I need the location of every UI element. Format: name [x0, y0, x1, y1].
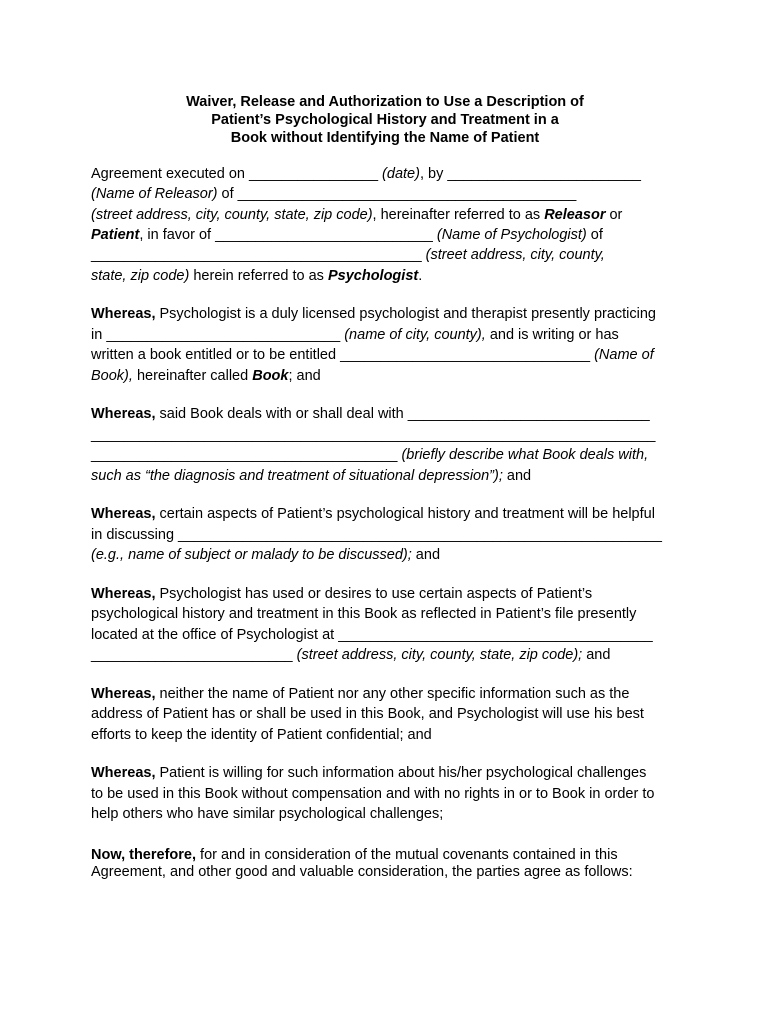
text: (name of city, county), — [340, 327, 486, 343]
whereas-2-line-4 — [91, 468, 531, 485]
text: efforts to keep the identity of Patient confidential; and — [91, 727, 432, 743]
agreement-line-5 — [91, 247, 605, 264]
text: said Book deals with or shall deal with — [155, 406, 408, 422]
text: help others who have similar psychological challenges; — [91, 806, 444, 822]
whereas-6-line-3 — [91, 806, 443, 823]
text: (Name of — [590, 347, 654, 363]
releasor-term: Releasor — [544, 207, 606, 223]
whereas-3-line-2 — [91, 527, 662, 544]
whereas-5-line-3 — [91, 727, 432, 744]
text: state, zip code) — [91, 268, 190, 284]
releasor-name-blank[interactable]: ________________________ — [447, 166, 641, 182]
document-title-line-2: Patient’s Psychological History and Treatment in a — [211, 112, 559, 128]
book-term: Book — [252, 368, 289, 384]
now-therefore-label: Now, therefore, — [91, 847, 197, 863]
text: located at the office of Psychologist at — [91, 627, 339, 643]
text: Agreement, and other good and valuable consideration, the parties agree as follows: — [91, 864, 633, 880]
now-therefore-line-2 — [91, 864, 633, 881]
book-subject-blank-3[interactable]: ______________________________________ — [91, 447, 398, 463]
text: and is writing or has — [485, 327, 619, 343]
text: (Name of Psychologist) — [432, 227, 587, 243]
whereas-3-line-3 — [91, 547, 440, 564]
text: . — [418, 268, 423, 284]
text: of — [586, 227, 603, 243]
whereas-5-line-1 — [91, 686, 629, 703]
whereas-label: Whereas, — [91, 586, 156, 602]
text: address of Patient has or shall be used in this Book, and Psychologist will use his best — [91, 706, 644, 722]
whereas-4-line-3 — [91, 627, 653, 644]
text: herein referred to as — [189, 268, 328, 284]
text: and — [411, 547, 441, 563]
text: hereinafter called — [132, 368, 253, 384]
text: for and in consideration of the mutual covenants contained in this — [196, 847, 618, 863]
whereas-2-line-2 — [91, 427, 656, 444]
releasor-address-blank[interactable]: __________________________________________ — [237, 186, 577, 202]
whereas-5-line-2 — [91, 706, 644, 723]
whereas-3-line-1 — [91, 506, 655, 523]
office-address-blank[interactable]: _______________________________________ — [338, 627, 653, 643]
date-blank[interactable]: ________________ — [249, 166, 379, 182]
book-subject-blank[interactable]: ______________________________ — [407, 406, 650, 422]
text: Patient is willing for such information about his/her psychological challenges — [155, 765, 647, 781]
subject-blank[interactable]: ____________________________________________________________ — [178, 527, 662, 543]
text: certain aspects of Patient’s psychological history and treatment will be helpful — [155, 506, 655, 522]
text: , by — [419, 166, 448, 182]
text: (Name of Releasor) — [91, 186, 218, 202]
whereas-2-line-3 — [91, 447, 648, 464]
whereas-6-line-2 — [91, 786, 654, 803]
text: (e.g., name of subject or malady to be discussed); — [91, 547, 412, 563]
whereas-2-line-1 — [91, 406, 650, 423]
now-therefore-line-1 — [91, 847, 618, 864]
whereas-4-line-1 — [91, 586, 592, 603]
book-subject-blank-2[interactable]: ______________________________________________________________________ — [91, 427, 656, 443]
text: neither the name of Patient nor any other specific information such as the — [155, 686, 630, 702]
text: psychological history and treatment in this Book as reflected in Patient’s file presently — [91, 606, 637, 622]
whereas-label: Whereas, — [91, 506, 156, 522]
text: to be used in this Book without compensation and with no rights in or to Book in order to — [91, 786, 655, 802]
agreement-line-1 — [91, 166, 641, 183]
text: and — [582, 647, 611, 663]
text: Psychologist is a duly licensed psychologist and therapist presently practicing — [155, 306, 656, 322]
text: in — [91, 327, 107, 343]
document-title-line-3: Book without Identifying the Name of Patient — [230, 130, 540, 146]
text: (street address, city, county, state, zip code) — [91, 207, 373, 223]
text: of — [217, 186, 238, 202]
text: in discussing — [91, 527, 179, 543]
whereas-6-line-1 — [91, 765, 646, 782]
text: (street address, city, county, — [421, 247, 605, 263]
agreement-line-3 — [91, 207, 622, 224]
office-address-blank-2[interactable]: _________________________ — [91, 647, 293, 663]
text: or — [605, 207, 623, 223]
text: (briefly describe what Book deals with, — [397, 447, 649, 463]
city-county-blank[interactable]: _____________________________ — [106, 327, 341, 343]
text: and — [502, 468, 532, 484]
text: Agreement executed on — [91, 166, 249, 182]
whereas-1-line-1 — [91, 306, 656, 323]
text: , in favor of — [139, 227, 216, 243]
agreement-line-4 — [91, 227, 603, 244]
text: , hereinafter referred to as — [372, 207, 545, 223]
whereas-1-line-4 — [91, 368, 321, 385]
psychologist-address-blank[interactable]: _________________________________________ — [91, 247, 422, 263]
whereas-4-line-4 — [91, 647, 610, 664]
whereas-label: Whereas, — [91, 765, 156, 781]
book-name-blank[interactable]: _______________________________ — [340, 347, 591, 363]
psychologist-name-blank[interactable]: ___________________________ — [215, 227, 433, 243]
text: written a book entitled or to be entitled — [91, 347, 341, 363]
whereas-4-line-2 — [91, 606, 636, 623]
text: Psychologist has used or desires to use certain aspects of Patient’s — [155, 586, 593, 602]
document-title-line-1: Waiver, Release and Authorization to Use a Description of — [186, 94, 584, 110]
whereas-label: Whereas, — [91, 306, 156, 322]
agreement-line-2 — [91, 186, 576, 203]
text: (street address, city, county, state, zip code); — [292, 647, 583, 663]
patient-term: Patient — [91, 227, 140, 243]
text: Book), — [91, 368, 133, 384]
text: (date) — [378, 166, 420, 182]
text: such as “the diagnosis and treatment of situational depression”); — [91, 468, 503, 484]
whereas-label: Whereas, — [91, 406, 156, 422]
agreement-line-6 — [91, 268, 422, 285]
whereas-1-line-3 — [91, 347, 654, 364]
whereas-1-line-2 — [91, 327, 619, 344]
psychologist-term: Psychologist — [327, 268, 419, 284]
text: ; and — [288, 368, 321, 384]
whereas-label: Whereas, — [91, 686, 156, 702]
